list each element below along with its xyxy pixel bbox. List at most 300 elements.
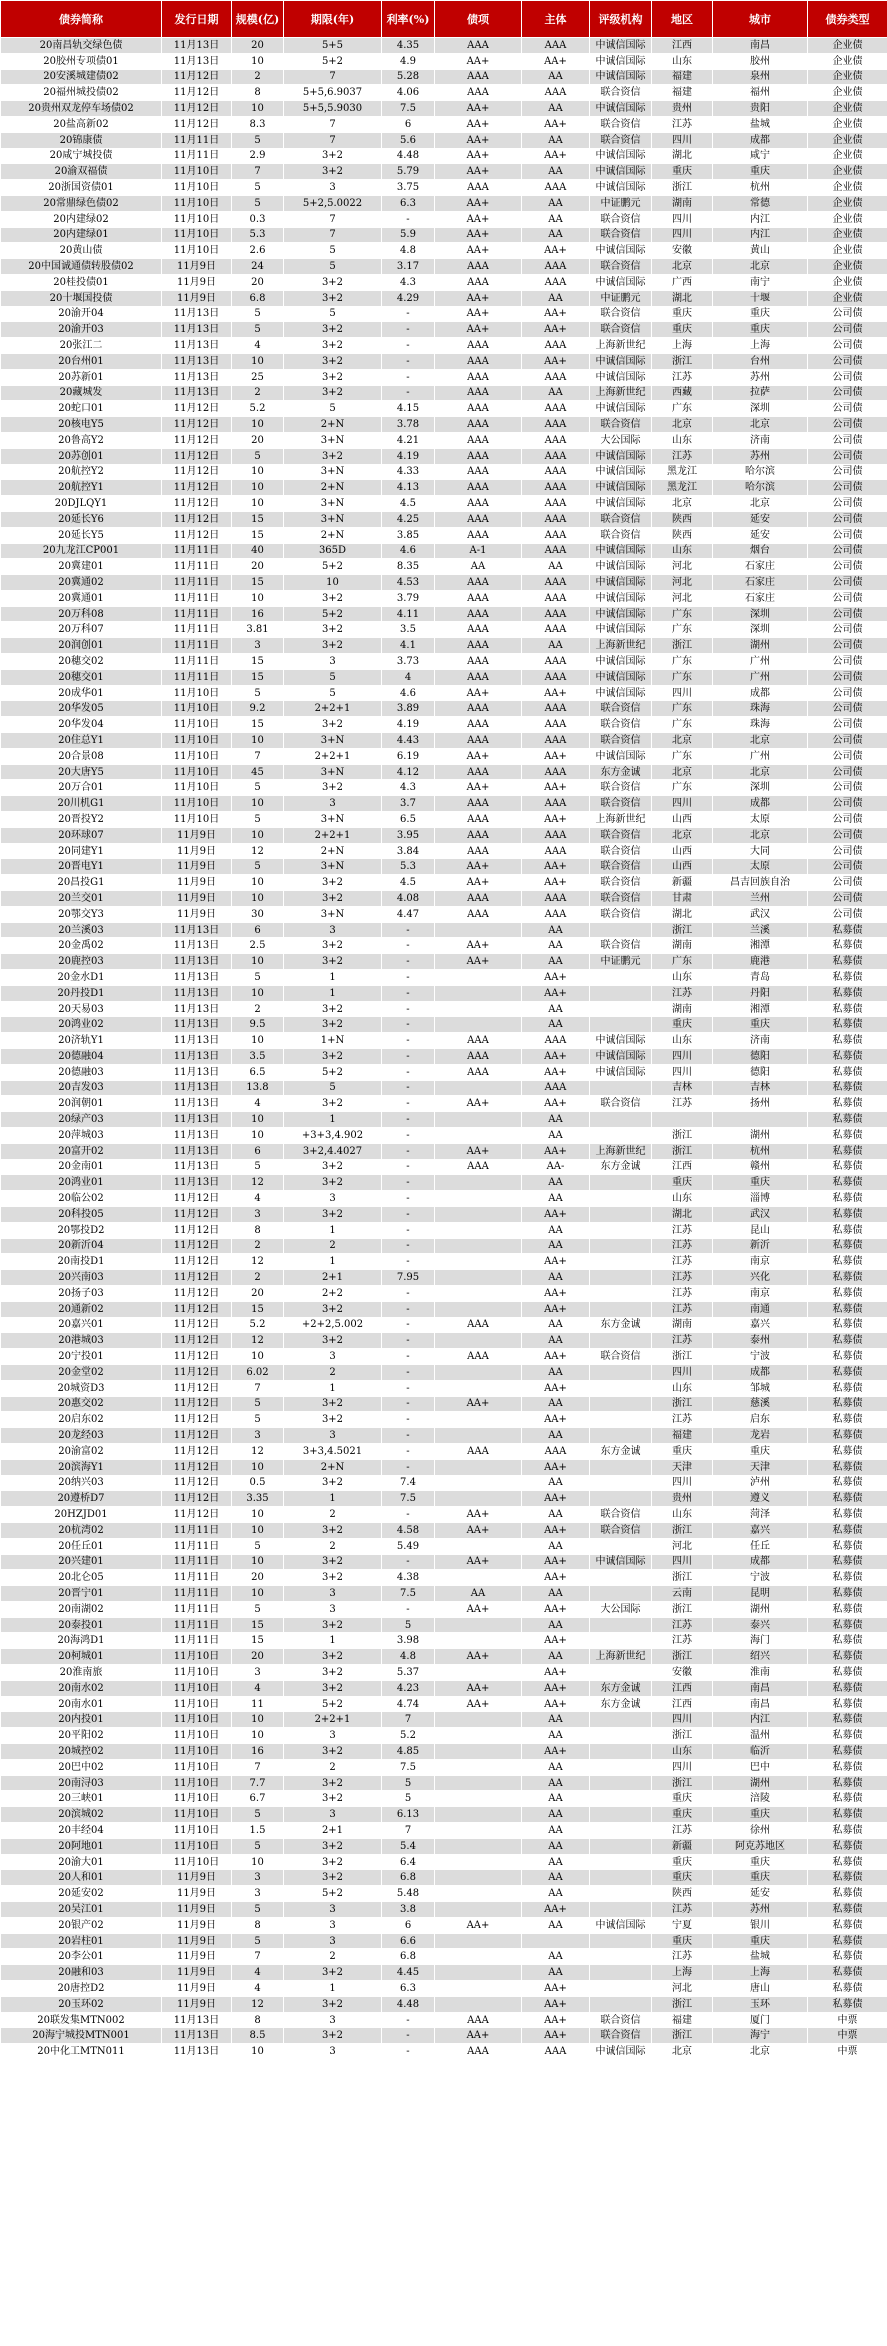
cell-issue-date: 11月13日 — [162, 2012, 232, 2028]
cell-rating-agency — [590, 1206, 652, 1222]
cell-bond-type: 私募债 — [808, 1285, 887, 1301]
cell-city: 湖州 — [713, 1775, 808, 1791]
cell-issue-date: 11月9日 — [162, 1996, 232, 2012]
cell-issue-rating — [435, 1080, 522, 1096]
cell-term: 3+2 — [284, 590, 382, 606]
cell-region: 重庆 — [652, 1017, 713, 1033]
cell-term: 3+2 — [284, 938, 382, 954]
cell-rate: - — [382, 1191, 435, 1207]
cell-term: 3+N — [284, 812, 382, 828]
cell-region: 广东 — [652, 701, 713, 717]
cell-rate: 3.78 — [382, 417, 435, 433]
cell-rate: 8.35 — [382, 559, 435, 575]
cell-region: 四川 — [652, 1554, 713, 1570]
cell-issue-date: 11月13日 — [162, 1112, 232, 1128]
cell-region: 云南 — [652, 1586, 713, 1602]
cell-issue-rating: AAA — [435, 1349, 522, 1365]
cell-rating-agency: 联合资信 — [590, 1096, 652, 1112]
cell-bond-name: 20城控02 — [1, 1744, 162, 1760]
cell-issue-rating — [435, 1254, 522, 1270]
cell-rate: - — [382, 1285, 435, 1301]
cell-bond-name: 20兴建01 — [1, 1554, 162, 1570]
cell-issue-rating: AAA — [435, 274, 522, 290]
cell-term: 2 — [284, 1364, 382, 1380]
cell-rate: 7 — [382, 1823, 435, 1839]
cell-bond-name: 20城资D3 — [1, 1380, 162, 1396]
cell-size: 5 — [232, 448, 284, 464]
cell-size: 4 — [232, 1096, 284, 1112]
cell-issue-rating — [435, 1285, 522, 1301]
cell-rate: 3.84 — [382, 843, 435, 859]
cell-bond-type: 私募债 — [808, 1017, 887, 1033]
cell-term: 3+N — [284, 511, 382, 527]
cell-bond-type: 私募债 — [808, 985, 887, 1001]
cell-city: 北京 — [713, 733, 808, 749]
cell-term: 3+2 — [284, 1049, 382, 1065]
cell-rate: 4.25 — [382, 511, 435, 527]
cell-rating-agency: 中诚信国际 — [590, 748, 652, 764]
cell-issuer-rating: AA — [522, 1917, 590, 1933]
cell-issue-date: 11月12日 — [162, 1475, 232, 1491]
cell-issuer-rating: AA — [522, 938, 590, 954]
cell-region: 江苏 — [652, 1333, 713, 1349]
cell-size: 5 — [232, 1902, 284, 1918]
cell-issuer-rating: AA+ — [522, 1601, 590, 1617]
cell-issuer-rating: AA+ — [522, 1633, 590, 1649]
cell-issuer-rating: AA+ — [522, 875, 590, 891]
cell-size: 30 — [232, 906, 284, 922]
table-row — [1, 796, 887, 812]
cell-issuer-rating: AAA — [522, 543, 590, 559]
table-row — [1, 1981, 887, 1997]
cell-city: 苏州 — [713, 448, 808, 464]
cell-rating-agency: 联合资信 — [590, 701, 652, 717]
cell-region: 广东 — [652, 954, 713, 970]
table-row — [1, 1491, 887, 1507]
cell-city: 德阳 — [713, 1064, 808, 1080]
cell-bond-type: 私募债 — [808, 1364, 887, 1380]
cell-bond-name: 20穗交02 — [1, 654, 162, 670]
cell-city: 重庆 — [713, 164, 808, 180]
cell-region: 上海 — [652, 1965, 713, 1981]
cell-size: 2.5 — [232, 938, 284, 954]
cell-issue-rating: AAA — [435, 432, 522, 448]
cell-rating-agency: 中诚信国际 — [590, 38, 652, 54]
table-row — [1, 685, 887, 701]
table-row — [1, 1996, 887, 2012]
cell-issuer-rating: AAA — [522, 717, 590, 733]
cell-city: 南昌 — [713, 38, 808, 54]
cell-size: 5 — [232, 1601, 284, 1617]
cell-issue-rating: AAA — [435, 1064, 522, 1080]
cell-issue-date: 11月11日 — [162, 1633, 232, 1649]
cell-size: 20 — [232, 559, 284, 575]
cell-term: 3 — [284, 796, 382, 812]
cell-rate: 6.19 — [382, 748, 435, 764]
cell-term: 3+2 — [284, 2028, 382, 2044]
table-row — [1, 938, 887, 954]
cell-issue-date: 11月13日 — [162, 954, 232, 970]
cell-bond-name: 20龙经03 — [1, 1428, 162, 1444]
table-row — [1, 322, 887, 338]
cell-term: 3 — [284, 1933, 382, 1949]
table-row — [1, 1712, 887, 1728]
table-row — [1, 1349, 887, 1365]
cell-issue-date: 11月11日 — [162, 559, 232, 575]
cell-bond-name: 20咸宁城投债 — [1, 148, 162, 164]
cell-rating-agency: 中诚信国际 — [590, 1064, 652, 1080]
cell-region: 山东 — [652, 1191, 713, 1207]
cell-city: 北京 — [713, 417, 808, 433]
cell-region: 江苏 — [652, 1949, 713, 1965]
cell-bond-type: 私募债 — [808, 1680, 887, 1696]
cell-region: 陕西 — [652, 1886, 713, 1902]
table-row — [1, 464, 887, 480]
cell-term: 3+2 — [284, 369, 382, 385]
cell-rate: 5.3 — [382, 859, 435, 875]
cell-rating-agency: 中诚信国际 — [590, 622, 652, 638]
cell-city: 重庆 — [713, 1870, 808, 1886]
cell-bond-type: 私募债 — [808, 1554, 887, 1570]
cell-rating-agency: 中诚信国际 — [590, 496, 652, 512]
cell-term: 1 — [284, 1981, 382, 1997]
cell-rating-agency: 联合资信 — [590, 417, 652, 433]
cell-issuer-rating: AA+ — [522, 1680, 590, 1696]
cell-rate: - — [382, 1064, 435, 1080]
cell-size: 2 — [232, 69, 284, 85]
cell-region: 山西 — [652, 859, 713, 875]
table-row — [1, 1096, 887, 1112]
cell-rate: - — [382, 1159, 435, 1175]
cell-city: 台州 — [713, 353, 808, 369]
cell-size: 5.3 — [232, 227, 284, 243]
cell-bond-type: 企业债 — [808, 101, 887, 117]
cell-issuer-rating: AA — [522, 1396, 590, 1412]
cell-region: 江苏 — [652, 1617, 713, 1633]
cell-rating-agency: 中诚信国际 — [590, 164, 652, 180]
table-row — [1, 1933, 887, 1949]
cell-issuer-rating: AA — [522, 69, 590, 85]
cell-rate: 7.95 — [382, 1270, 435, 1286]
cell-city: 杭州 — [713, 1143, 808, 1159]
cell-city: 大同 — [713, 843, 808, 859]
cell-size: 10 — [232, 1728, 284, 1744]
cell-rate: 3.85 — [382, 527, 435, 543]
cell-issue-rating: AA+ — [435, 1680, 522, 1696]
cell-size: 10 — [232, 1349, 284, 1365]
cell-city: 北京 — [713, 259, 808, 275]
cell-rating-agency: 联合资信 — [590, 827, 652, 843]
cell-rating-agency — [590, 1807, 652, 1823]
cell-size: 0.3 — [232, 211, 284, 227]
cell-term: 2+N — [284, 480, 382, 496]
cell-bond-type: 私募债 — [808, 970, 887, 986]
cell-city: 延安 — [713, 527, 808, 543]
cell-rate: 4.29 — [382, 290, 435, 306]
cell-city: 宁波 — [713, 1570, 808, 1586]
cell-rate: 7.5 — [382, 1586, 435, 1602]
cell-city: 北京 — [713, 827, 808, 843]
cell-bond-type: 企业债 — [808, 85, 887, 101]
cell-region: 北京 — [652, 2044, 713, 2060]
cell-size: 10 — [232, 875, 284, 891]
cell-rate: 4.3 — [382, 780, 435, 796]
cell-region: 广西 — [652, 274, 713, 290]
cell-rating-agency — [590, 1491, 652, 1507]
cell-region: 福建 — [652, 69, 713, 85]
cell-issuer-rating: AA+ — [522, 1380, 590, 1396]
table-row — [1, 1175, 887, 1191]
cell-rate: 4.15 — [382, 401, 435, 417]
cell-rate: 6.13 — [382, 1807, 435, 1823]
cell-city: 徐州 — [713, 1823, 808, 1839]
cell-issuer-rating: AA — [522, 1586, 590, 1602]
cell-term: 1 — [284, 1222, 382, 1238]
cell-term: 3+2 — [284, 1175, 382, 1191]
cell-city: 烟台 — [713, 543, 808, 559]
cell-size: 0.5 — [232, 1475, 284, 1491]
table-row — [1, 1538, 887, 1554]
cell-rate: 7.5 — [382, 101, 435, 117]
cell-bond-name: 20李公01 — [1, 1949, 162, 1965]
cell-size: 10 — [232, 464, 284, 480]
cell-issue-rating: AAA — [435, 891, 522, 907]
cell-term: 2 — [284, 1949, 382, 1965]
cell-rate: 4.5 — [382, 875, 435, 891]
cell-city: 昆山 — [713, 1222, 808, 1238]
cell-bond-type: 企业债 — [808, 132, 887, 148]
cell-size: 7.7 — [232, 1775, 284, 1791]
cell-issuer-rating: AA+ — [522, 1570, 590, 1586]
cell-rate: - — [382, 954, 435, 970]
cell-issue-date: 11月10日 — [162, 1696, 232, 1712]
cell-bond-name: 20延安02 — [1, 1886, 162, 1902]
cell-rating-agency — [590, 1633, 652, 1649]
cell-rate: 5.49 — [382, 1538, 435, 1554]
cell-size: 20 — [232, 432, 284, 448]
cell-rate: - — [382, 1507, 435, 1523]
cell-rating-agency — [590, 985, 652, 1001]
header-col-rate: 利率(%) — [382, 1, 435, 38]
table-row — [1, 717, 887, 733]
cell-rate: 5.4 — [382, 1838, 435, 1854]
cell-issue-rating: AAA — [435, 669, 522, 685]
cell-city: 太原 — [713, 812, 808, 828]
cell-bond-type: 私募债 — [808, 1459, 887, 1475]
cell-term: 2+N — [284, 843, 382, 859]
header-col-region: 地区 — [652, 1, 713, 38]
cell-issue-rating: AAA — [435, 606, 522, 622]
cell-rate: - — [382, 1080, 435, 1096]
cell-issuer-rating: AA — [522, 1759, 590, 1775]
table-row — [1, 116, 887, 132]
cell-issuer-rating: AA+ — [522, 1412, 590, 1428]
table-row — [1, 1854, 887, 1870]
table-row — [1, 843, 887, 859]
cell-region: 安徽 — [652, 243, 713, 259]
cell-bond-type: 私募债 — [808, 1617, 887, 1633]
cell-issue-rating: AA+ — [435, 748, 522, 764]
cell-region: 重庆 — [652, 1791, 713, 1807]
cell-region: 广东 — [652, 401, 713, 417]
cell-size: 15 — [232, 1617, 284, 1633]
cell-issue-rating: AAA — [435, 906, 522, 922]
cell-issuer-rating: AA — [522, 227, 590, 243]
cell-issue-date: 11月9日 — [162, 843, 232, 859]
cell-region: 四川 — [652, 1475, 713, 1491]
cell-rating-agency: 中证鹏元 — [590, 954, 652, 970]
cell-issue-rating — [435, 1854, 522, 1870]
cell-bond-type: 私募债 — [808, 1443, 887, 1459]
cell-issuer-rating: AAA — [522, 606, 590, 622]
cell-region: 浙江 — [652, 1649, 713, 1665]
header-col-size: 规模(亿) — [232, 1, 284, 38]
cell-issue-date: 11月12日 — [162, 1254, 232, 1270]
cell-bond-name: 20同建Y1 — [1, 843, 162, 859]
cell-bond-name: 20HZJD01 — [1, 1507, 162, 1523]
cell-bond-type: 私募债 — [808, 1143, 887, 1159]
cell-rating-agency — [590, 1854, 652, 1870]
cell-region: 甘肃 — [652, 891, 713, 907]
cell-size: 6.02 — [232, 1364, 284, 1380]
cell-size: 9.2 — [232, 701, 284, 717]
cell-issue-date: 11月13日 — [162, 1143, 232, 1159]
cell-issue-rating — [435, 1301, 522, 1317]
cell-issue-rating: AA — [435, 559, 522, 575]
cell-rating-agency — [590, 1380, 652, 1396]
table-row — [1, 480, 887, 496]
cell-issue-rating — [435, 1728, 522, 1744]
cell-rating-agency: 中诚信国际 — [590, 669, 652, 685]
cell-issuer-rating: AAA — [522, 1033, 590, 1049]
cell-city: 兰州 — [713, 891, 808, 907]
table-row — [1, 53, 887, 69]
cell-size: 15 — [232, 511, 284, 527]
cell-region: 北京 — [652, 417, 713, 433]
cell-bond-name: 20常鼎绿色债02 — [1, 195, 162, 211]
cell-size: 10 — [232, 2044, 284, 2060]
cell-rating-agency — [590, 1775, 652, 1791]
cell-region: 北京 — [652, 764, 713, 780]
cell-issuer-rating: AAA — [522, 274, 590, 290]
cell-issue-date: 11月10日 — [162, 780, 232, 796]
cell-region: 广东 — [652, 669, 713, 685]
cell-rating-agency — [590, 1301, 652, 1317]
cell-bond-type: 私募债 — [808, 1112, 887, 1128]
cell-region: 北京 — [652, 496, 713, 512]
cell-bond-name: 20渝开04 — [1, 306, 162, 322]
cell-issue-date: 11月10日 — [162, 1649, 232, 1665]
cell-bond-name: 20大唐Y5 — [1, 764, 162, 780]
cell-size: 5.2 — [232, 401, 284, 417]
cell-issue-rating: AAA — [435, 638, 522, 654]
cell-bond-type: 私募债 — [808, 1649, 887, 1665]
table-row — [1, 417, 887, 433]
cell-bond-type: 私募债 — [808, 1191, 887, 1207]
cell-issuer-rating: AA — [522, 1649, 590, 1665]
cell-region: 江苏 — [652, 448, 713, 464]
cell-issuer-rating: AAA — [522, 1080, 590, 1096]
cell-term: 3 — [284, 1191, 382, 1207]
cell-term: 3+N — [284, 733, 382, 749]
cell-term: 3+2 — [284, 1206, 382, 1222]
cell-rating-agency — [590, 1791, 652, 1807]
cell-city: 南京 — [713, 1285, 808, 1301]
cell-rating-agency: 东方金诚 — [590, 1317, 652, 1333]
cell-issue-rating: AAA — [435, 590, 522, 606]
cell-region: 广东 — [652, 622, 713, 638]
cell-rate: - — [382, 211, 435, 227]
cell-issue-rating — [435, 1428, 522, 1444]
cell-region: 新疆 — [652, 1838, 713, 1854]
cell-issuer-rating: AA+ — [522, 1491, 590, 1507]
cell-rating-agency — [590, 922, 652, 938]
cell-bond-type: 私募债 — [808, 1838, 887, 1854]
cell-bond-type: 私募债 — [808, 1696, 887, 1712]
cell-city: 巴中 — [713, 1759, 808, 1775]
cell-issue-date: 11月12日 — [162, 1396, 232, 1412]
table-row — [1, 1270, 887, 1286]
cell-size: 3.35 — [232, 1491, 284, 1507]
cell-issue-date: 11月10日 — [162, 796, 232, 812]
cell-bond-type: 私募债 — [808, 1775, 887, 1791]
cell-city: 遵义 — [713, 1491, 808, 1507]
cell-issuer-rating: AA+ — [522, 1301, 590, 1317]
cell-size: 10 — [232, 101, 284, 117]
table-row — [1, 590, 887, 606]
cell-bond-type: 私募债 — [808, 1033, 887, 1049]
cell-region: 浙江 — [652, 1522, 713, 1538]
cell-bond-type: 中票 — [808, 2044, 887, 2060]
cell-bond-type: 企业债 — [808, 274, 887, 290]
cell-term: 7 — [284, 211, 382, 227]
cell-bond-name: 20北仑05 — [1, 1570, 162, 1586]
table-row — [1, 1033, 887, 1049]
cell-term: 1 — [284, 985, 382, 1001]
cell-issuer-rating: AAA — [522, 669, 590, 685]
cell-issuer-rating: AA+ — [522, 2012, 590, 2028]
cell-term: 2 — [284, 1507, 382, 1523]
cell-term: 2+2 — [284, 1285, 382, 1301]
cell-city: 太原 — [713, 859, 808, 875]
cell-size: 5 — [232, 1933, 284, 1949]
cell-bond-type: 公司债 — [808, 859, 887, 875]
cell-rate: - — [382, 2028, 435, 2044]
cell-city: 重庆 — [713, 1807, 808, 1823]
table-row — [1, 1902, 887, 1918]
cell-bond-name: 20川机G1 — [1, 796, 162, 812]
cell-bond-type: 公司债 — [808, 654, 887, 670]
cell-size: 5 — [232, 132, 284, 148]
cell-size: 3 — [232, 1206, 284, 1222]
cell-bond-name: 20金南01 — [1, 1159, 162, 1175]
cell-size: 40 — [232, 543, 284, 559]
table-row — [1, 496, 887, 512]
cell-issue-date: 11月10日 — [162, 1823, 232, 1839]
cell-issue-rating: AAA — [435, 2044, 522, 2060]
cell-bond-type: 公司债 — [808, 780, 887, 796]
cell-region: 浙江 — [652, 1775, 713, 1791]
cell-bond-type: 公司债 — [808, 322, 887, 338]
cell-issuer-rating: AA — [522, 132, 590, 148]
cell-bond-name: 20藏城发 — [1, 385, 162, 401]
cell-bond-name: 20鸿业02 — [1, 1017, 162, 1033]
cell-region: 四川 — [652, 685, 713, 701]
cell-issue-rating: AAA — [435, 1159, 522, 1175]
cell-bond-type: 私募债 — [808, 1396, 887, 1412]
cell-city: 德阳 — [713, 1049, 808, 1065]
cell-city: 吉林 — [713, 1080, 808, 1096]
